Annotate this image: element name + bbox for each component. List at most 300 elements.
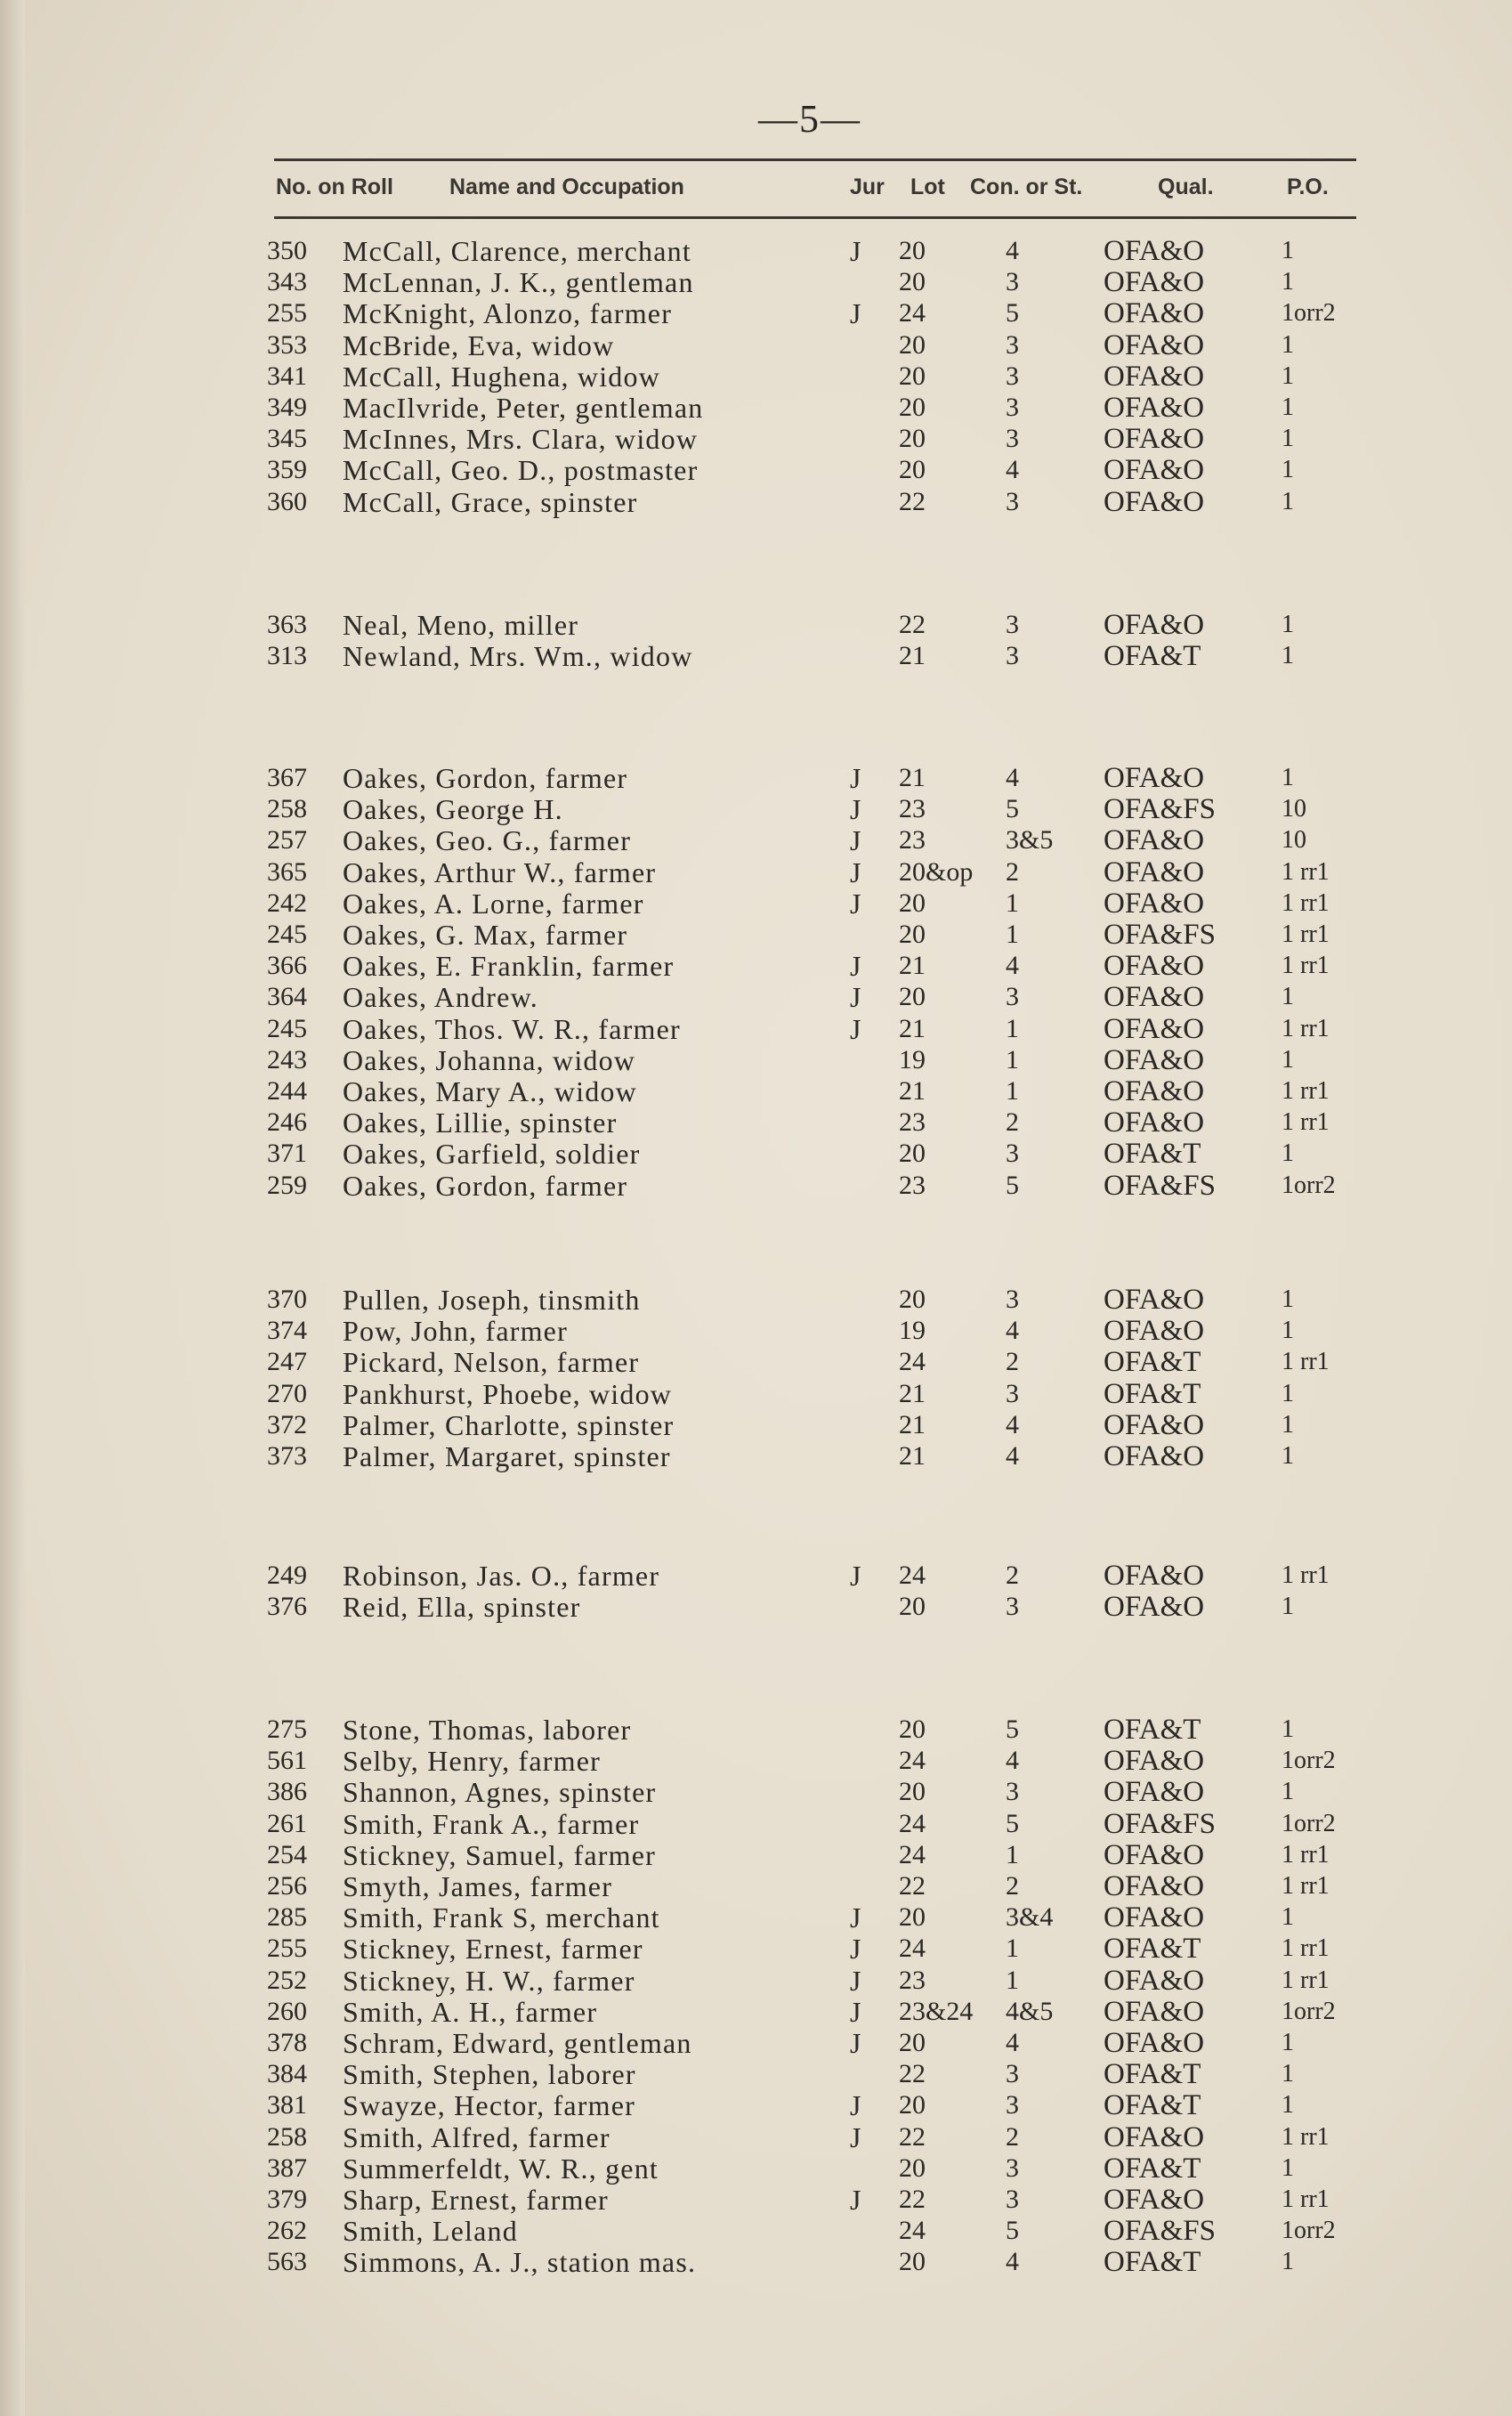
- cell-lot: 20: [899, 2028, 926, 2057]
- cell-name: Stickney, Ernest, farmer: [343, 1933, 643, 1966]
- cell-no: 370: [267, 1285, 307, 1314]
- cell-lot: 20: [899, 2090, 926, 2120]
- cell-no: 387: [267, 2153, 307, 2183]
- cell-lot: 23: [899, 825, 926, 855]
- cell-con: 5: [1006, 1170, 1019, 1200]
- cell-lot: 23: [899, 794, 926, 824]
- cell-po: 1 rr1: [1282, 2185, 1330, 2213]
- cell-name: Pullen, Joseph, tinsmith: [343, 1284, 641, 1316]
- cell-lot: 20: [899, 361, 926, 391]
- cell-po: 1 rr1: [1282, 1872, 1330, 1900]
- cell-qual: OFA&O: [1104, 1075, 1205, 1107]
- cell-name: Swayze, Hector, farmer: [343, 2089, 635, 2122]
- cell-po: 1 rr1: [1282, 952, 1330, 980]
- cell-po: 1 rr1: [1282, 1934, 1330, 1963]
- cell-po: 1: [1282, 1778, 1294, 1806]
- cell-qual: OFA&T: [1104, 1346, 1201, 1379]
- table-row: [0, 824, 1512, 856]
- header-lot: Lot: [910, 174, 945, 199]
- cell-name: Palmer, Charlotte, spinster: [343, 1408, 675, 1441]
- cell-no: 367: [267, 763, 307, 792]
- cell-lot: 23: [899, 1107, 926, 1138]
- cell-qual: OFA&O: [1104, 1901, 1205, 1934]
- cell-lot: 20: [899, 982, 926, 1012]
- cell-lot: 23: [899, 1965, 926, 1995]
- table-row: [0, 1013, 1512, 1045]
- cell-po: 1orr2: [1282, 1747, 1336, 1775]
- cell-lot: 21: [899, 1378, 926, 1408]
- cell-qual: OFA&O: [1104, 1838, 1205, 1871]
- header-name-occupation: Name and Occupation: [449, 174, 684, 199]
- table-row: [0, 1138, 1512, 1170]
- cell-con: 3: [1006, 1777, 1019, 1807]
- cell-lot: 24: [899, 1808, 926, 1838]
- table-row: [0, 2121, 1512, 2153]
- cell-lot: 24: [899, 1839, 926, 1869]
- cell-no: 261: [267, 1808, 307, 1838]
- cell-lot: 21: [899, 1013, 926, 1043]
- cell-jur: J: [850, 762, 861, 794]
- cell-name: Oakes, Johanna, widow: [343, 1043, 636, 1076]
- header-po: P.O.: [1287, 174, 1329, 199]
- cell-no: 384: [267, 2059, 307, 2089]
- cell-lot: 23&24: [899, 1996, 974, 2026]
- cell-qual: OFA&T: [1104, 2152, 1201, 2185]
- table-row: [0, 1745, 1512, 1777]
- cell-con: 4: [1006, 951, 1019, 981]
- cell-qual: OFA&O: [1104, 423, 1205, 456]
- cell-con: 3: [1006, 1285, 1019, 1314]
- cell-qual: OFA&T: [1104, 1377, 1201, 1410]
- cell-jur: J: [850, 1012, 861, 1045]
- cell-con: 4: [1006, 2028, 1019, 2057]
- cell-no: 255: [267, 298, 307, 328]
- cell-lot: 19: [899, 1044, 926, 1074]
- table-row: [0, 1808, 1512, 1840]
- cell-jur: J: [850, 1560, 861, 1592]
- table-row: [0, 2184, 1512, 2216]
- cell-con: 1: [1006, 1934, 1019, 1964]
- table-row: [0, 423, 1512, 455]
- cell-qual: OFA&O: [1104, 855, 1205, 888]
- cell-name: Smyth, James, farmer: [343, 1870, 613, 1902]
- cell-name: Oakes, Geo. G., farmer: [343, 824, 632, 857]
- header-qual: Qual.: [1158, 174, 1214, 199]
- cell-no: 254: [267, 1839, 307, 1869]
- cell-name: Simmons, A. J., station mas.: [343, 2246, 697, 2279]
- cell-con: 2: [1006, 856, 1019, 887]
- table-row: [0, 1107, 1512, 1139]
- cell-lot: 24: [899, 2216, 926, 2246]
- cell-no: 350: [267, 236, 307, 265]
- cell-name: Reid, Ella, spinster: [343, 1591, 581, 1624]
- cell-po: 1: [1282, 611, 1294, 638]
- cell-name: Selby, Henry, farmer: [343, 1745, 601, 1778]
- cell-no: 371: [267, 1139, 307, 1169]
- cell-po: 1: [1282, 1410, 1294, 1439]
- cell-no: 249: [267, 1561, 307, 1590]
- cell-no: 275: [267, 1715, 307, 1744]
- cell-qual: OFA&O: [1104, 887, 1205, 920]
- cell-no: 313: [267, 641, 307, 671]
- cell-no: 379: [267, 2185, 307, 2214]
- cell-name: McCall, Clarence, merchant: [343, 235, 691, 267]
- cell-lot: 22: [899, 2059, 926, 2089]
- cell-qual: OFA&T: [1104, 1714, 1201, 1746]
- table-row: [0, 2246, 1512, 2278]
- cell-lot: 20: [899, 393, 926, 422]
- table-row: [0, 1560, 1512, 1592]
- cell-qual: OFA&O: [1104, 609, 1205, 641]
- cell-name: McInnes, Mrs. Clara, widow: [343, 423, 699, 456]
- table-row: [0, 1965, 1512, 1997]
- cell-po: 1: [1282, 1379, 1294, 1407]
- cell-po: 1orr2: [1282, 2217, 1336, 2245]
- cell-jur: J: [850, 981, 861, 1014]
- cell-con: 3: [1006, 1139, 1019, 1169]
- cell-qual: OFA&O: [1104, 2027, 1205, 2059]
- cell-qual: OFA&O: [1104, 1107, 1205, 1139]
- cell-po: 1: [1282, 1317, 1294, 1345]
- table-row: [0, 1284, 1512, 1316]
- cell-po: 1: [1282, 2248, 1294, 2276]
- cell-qual: OFA&O: [1104, 297, 1205, 330]
- table-row: [0, 640, 1512, 672]
- cell-lot: 24: [899, 1746, 926, 1776]
- cell-no: 258: [267, 794, 307, 824]
- cell-po: 1 rr1: [1282, 1561, 1330, 1589]
- cell-jur: J: [850, 1964, 861, 1997]
- cell-lot: 22: [899, 486, 926, 516]
- cell-no: 561: [267, 1746, 307, 1776]
- cell-lot: 20&op: [899, 856, 974, 887]
- cell-po: 1: [1282, 2060, 1294, 2088]
- table-row: [0, 1409, 1512, 1441]
- cell-qual: OFA&FS: [1104, 919, 1216, 951]
- cell-lot: 20: [899, 920, 926, 949]
- cell-po: 1: [1282, 1593, 1294, 1621]
- cell-lot: 20: [899, 1285, 926, 1314]
- cell-no: 376: [267, 1592, 307, 1622]
- table-row: [0, 1346, 1512, 1378]
- cell-con: 3: [1006, 610, 1019, 639]
- cell-po: 1 rr1: [1282, 1108, 1330, 1137]
- cell-jur: J: [850, 2184, 861, 2216]
- cell-name: Pickard, Nelson, farmer: [343, 1346, 640, 1379]
- cell-qual: OFA&O: [1104, 981, 1205, 1014]
- cell-no: 262: [267, 2216, 307, 2246]
- cell-jur: J: [850, 1933, 861, 1966]
- cell-con: 5: [1006, 1715, 1019, 1744]
- cell-po: 1orr2: [1282, 299, 1336, 328]
- cell-lot: 20: [899, 2247, 926, 2277]
- cell-con: 3&4: [1006, 1902, 1054, 1933]
- cell-qual: OFA&O: [1104, 1043, 1205, 1076]
- table-row: [0, 1870, 1512, 1902]
- cell-name: Pow, John, farmer: [343, 1315, 568, 1348]
- table-row: [0, 2215, 1512, 2247]
- cell-po: 1: [1282, 237, 1294, 264]
- table-row: [0, 392, 1512, 424]
- cell-name: Stickney, H. W., farmer: [343, 1964, 635, 1997]
- table-row: [0, 1839, 1512, 1871]
- cell-no: 364: [267, 982, 307, 1012]
- cell-jur: J: [850, 824, 861, 857]
- cell-qual: OFA&O: [1104, 1408, 1205, 1441]
- table-row: [0, 329, 1512, 361]
- cell-qual: OFA&FS: [1104, 1807, 1216, 1840]
- cell-po: 1: [1282, 764, 1294, 791]
- cell-name: Neal, Meno, miller: [343, 609, 579, 641]
- cell-jur: J: [850, 297, 861, 330]
- cell-lot: 20: [899, 1139, 926, 1169]
- cell-lot: 20: [899, 888, 926, 918]
- cell-name: McCall, Geo. D., postmaster: [343, 454, 699, 487]
- cell-lot: 20: [899, 455, 926, 485]
- cell-po: 1: [1282, 487, 1294, 515]
- cell-po: 1: [1282, 1139, 1294, 1168]
- cell-po: 1: [1282, 2153, 1294, 2182]
- cell-po: 1 rr1: [1282, 1014, 1330, 1042]
- cell-lot: 24: [899, 1934, 926, 1964]
- table-row: [0, 297, 1512, 329]
- cell-po: 1 rr1: [1282, 1077, 1330, 1105]
- cell-name: Smith, Alfred, farmer: [343, 2120, 610, 2153]
- cell-con: 3: [1006, 393, 1019, 422]
- cell-name: Oakes, A. Lorne, farmer: [343, 887, 644, 920]
- cell-po: 1 rr1: [1282, 888, 1330, 917]
- cell-lot: 19: [899, 1316, 926, 1346]
- cell-no: 244: [267, 1076, 307, 1106]
- cell-no: 243: [267, 1044, 307, 1074]
- cell-name: Oakes, Garfield, soldier: [343, 1138, 641, 1171]
- table-row: [0, 1044, 1512, 1076]
- cell-name: Smith, A. H., farmer: [343, 1995, 598, 2028]
- cell-po: 1 rr1: [1282, 1966, 1330, 1994]
- table-row: [0, 609, 1512, 641]
- cell-no: 256: [267, 1871, 307, 1901]
- cell-no: 245: [267, 1013, 307, 1043]
- cell-no: 343: [267, 267, 307, 297]
- cell-qual: OFA&O: [1104, 485, 1205, 518]
- cell-qual: OFA&O: [1104, 328, 1205, 361]
- cell-lot: 22: [899, 610, 926, 639]
- cell-jur: J: [850, 1995, 861, 2028]
- cell-lot: 24: [899, 1561, 926, 1590]
- cell-qual: OFA&T: [1104, 1933, 1201, 1966]
- cell-no: 373: [267, 1441, 307, 1471]
- cell-name: Oakes, George H.: [343, 793, 563, 826]
- cell-lot: 22: [899, 2185, 926, 2214]
- cell-qual: OFA&O: [1104, 2184, 1205, 2216]
- cell-no: 252: [267, 1965, 307, 1995]
- cell-con: 1: [1006, 1839, 1019, 1869]
- cell-con: 3: [1006, 486, 1019, 516]
- cell-no: 257: [267, 825, 307, 855]
- cell-name: McBride, Eva, widow: [343, 328, 615, 361]
- table-row: [0, 856, 1512, 888]
- cell-qual: OFA&O: [1104, 2120, 1205, 2153]
- cell-no: 365: [267, 856, 307, 887]
- cell-qual: OFA&T: [1104, 2058, 1201, 2091]
- table-row: [0, 1440, 1512, 1472]
- table-row: [0, 981, 1512, 1013]
- cell-jur: J: [850, 793, 861, 826]
- cell-no: 363: [267, 610, 307, 639]
- cell-qual: OFA&O: [1104, 1315, 1205, 1348]
- cell-name: Oakes, Gordon, farmer: [343, 1169, 628, 1202]
- cell-no: 341: [267, 361, 307, 391]
- cell-po: 1 rr1: [1282, 2122, 1330, 2151]
- table-row: [0, 486, 1512, 518]
- table-row: [0, 2089, 1512, 2121]
- cell-no: 563: [267, 2247, 307, 2277]
- cell-qual: OFA&O: [1104, 266, 1205, 299]
- cell-name: Shannon, Agnes, spinster: [343, 1776, 657, 1809]
- cell-no: 260: [267, 1996, 307, 2026]
- cell-lot: 20: [899, 1715, 926, 1744]
- cell-lot: 20: [899, 1592, 926, 1622]
- cell-name: Smith, Frank A., farmer: [343, 1807, 640, 1840]
- cell-qual: OFA&O: [1104, 392, 1205, 424]
- cell-qual: OFA&O: [1104, 360, 1205, 393]
- cell-no: 353: [267, 329, 307, 360]
- cell-po: 1: [1282, 456, 1294, 484]
- cell-po: 10: [1282, 795, 1306, 823]
- cell-po: 1: [1282, 1903, 1294, 1932]
- cell-qual: OFA&T: [1104, 2089, 1201, 2122]
- cell-lot: 20: [899, 1902, 926, 1933]
- cell-qual: OFA&O: [1104, 762, 1205, 794]
- cell-name: Oakes, G. Max, farmer: [343, 919, 628, 951]
- table-row: [0, 1170, 1512, 1202]
- cell-lot: 21: [899, 1076, 926, 1106]
- cell-lot: 24: [899, 298, 926, 328]
- table-row: [0, 919, 1512, 951]
- table-row: [0, 2058, 1512, 2090]
- cell-con: 3: [1006, 2059, 1019, 2089]
- cell-qual: OFA&O: [1104, 1591, 1205, 1624]
- cell-lot: 20: [899, 1777, 926, 1807]
- cell-jur: J: [850, 855, 861, 888]
- cell-con: 5: [1006, 2216, 1019, 2246]
- table-row: [0, 361, 1512, 393]
- cell-jur: J: [850, 887, 861, 920]
- cell-name: McCall, Hughena, widow: [343, 360, 661, 393]
- cell-qual: OFA&O: [1104, 235, 1205, 267]
- cell-qual: OFA&T: [1104, 2246, 1201, 2279]
- cell-name: Oakes, Andrew.: [343, 981, 539, 1014]
- cell-con: 1: [1006, 888, 1019, 918]
- cell-no: 259: [267, 1170, 307, 1200]
- cell-po: 1: [1282, 2029, 1294, 2056]
- cell-con: 4: [1006, 455, 1019, 485]
- table-row: [0, 1933, 1512, 1965]
- cell-qual: OFA&O: [1104, 1745, 1205, 1778]
- cell-con: 5: [1006, 1808, 1019, 1838]
- cell-jur: J: [850, 2120, 861, 2153]
- cell-con: 4&5: [1006, 1996, 1054, 2026]
- cell-lot: 20: [899, 267, 926, 297]
- cell-name: Stickney, Samuel, farmer: [343, 1838, 656, 1871]
- cell-name: Summerfeldt, W. R., gent: [343, 2152, 659, 2185]
- cell-jur: J: [850, 2089, 861, 2122]
- table-row: [0, 1714, 1512, 1746]
- cell-po: 1: [1282, 1285, 1294, 1313]
- cell-qual: OFA&O: [1104, 1964, 1205, 1997]
- cell-po: 1: [1282, 642, 1294, 670]
- cell-qual: OFA&FS: [1104, 793, 1216, 826]
- cell-po: 1 rr1: [1282, 857, 1330, 886]
- cell-qual: OFA&O: [1104, 1284, 1205, 1316]
- cell-qual: OFA&O: [1104, 1012, 1205, 1045]
- cell-qual: OFA&FS: [1104, 1169, 1216, 1202]
- cell-po: 1orr2: [1282, 1997, 1336, 2025]
- cell-lot: 20: [899, 2153, 926, 2183]
- header-jur: Jur: [850, 174, 885, 199]
- cell-con: 3&5: [1006, 825, 1054, 855]
- cell-qual: OFA&O: [1104, 1560, 1205, 1592]
- cell-lot: 23: [899, 1170, 926, 1200]
- cell-po: 1orr2: [1282, 1809, 1336, 1837]
- cell-name: Oakes, Thos. W. R., farmer: [343, 1012, 681, 1045]
- cell-con: 1: [1006, 1044, 1019, 1074]
- cell-po: 1: [1282, 425, 1294, 453]
- cell-con: 4: [1006, 763, 1019, 792]
- header-no-on-roll: No. on Roll: [276, 174, 393, 199]
- cell-no: 360: [267, 486, 307, 516]
- cell-lot: 20: [899, 329, 926, 360]
- table-row: [0, 454, 1512, 486]
- cell-no: 359: [267, 455, 307, 485]
- cell-no: 246: [267, 1107, 307, 1138]
- cell-po: 1: [1282, 393, 1294, 421]
- table-row: [0, 2027, 1512, 2059]
- table-row: [0, 1591, 1512, 1623]
- cell-no: 381: [267, 2090, 307, 2120]
- cell-jur: J: [850, 950, 861, 983]
- cell-no: 285: [267, 1902, 307, 1933]
- cell-qual: OFA&O: [1104, 824, 1205, 857]
- cell-qual: OFA&T: [1104, 1138, 1201, 1171]
- cell-name: McLennan, J. K., gentleman: [343, 266, 694, 299]
- cell-con: 4: [1006, 2247, 1019, 2277]
- cell-po: 1: [1282, 1442, 1294, 1470]
- cell-po: 1 rr1: [1282, 1840, 1330, 1869]
- cell-no: 378: [267, 2028, 307, 2057]
- header-con-or-st: Con. or St.: [970, 174, 1083, 199]
- cell-lot: 21: [899, 1441, 926, 1471]
- cell-name: Smith, Frank S, merchant: [343, 1901, 660, 1934]
- cell-con: 1: [1006, 920, 1019, 949]
- table-row: [0, 1075, 1512, 1107]
- cell-po: 1: [1282, 330, 1294, 359]
- cell-con: 3: [1006, 267, 1019, 297]
- cell-con: 2: [1006, 1871, 1019, 1901]
- cell-jur: J: [850, 235, 861, 267]
- table-row: [0, 266, 1512, 298]
- cell-qual: OFA&O: [1104, 1995, 1205, 2028]
- cell-po: 1: [1282, 1715, 1294, 1743]
- table-row: [0, 1315, 1512, 1347]
- cell-con: 3: [1006, 1378, 1019, 1408]
- cell-no: 242: [267, 888, 307, 918]
- cell-no: 258: [267, 2121, 307, 2152]
- cell-con: 3: [1006, 1592, 1019, 1622]
- cell-name: Palmer, Margaret, spinster: [343, 1440, 671, 1472]
- cell-no: 345: [267, 424, 307, 454]
- table-row: [0, 2153, 1512, 2185]
